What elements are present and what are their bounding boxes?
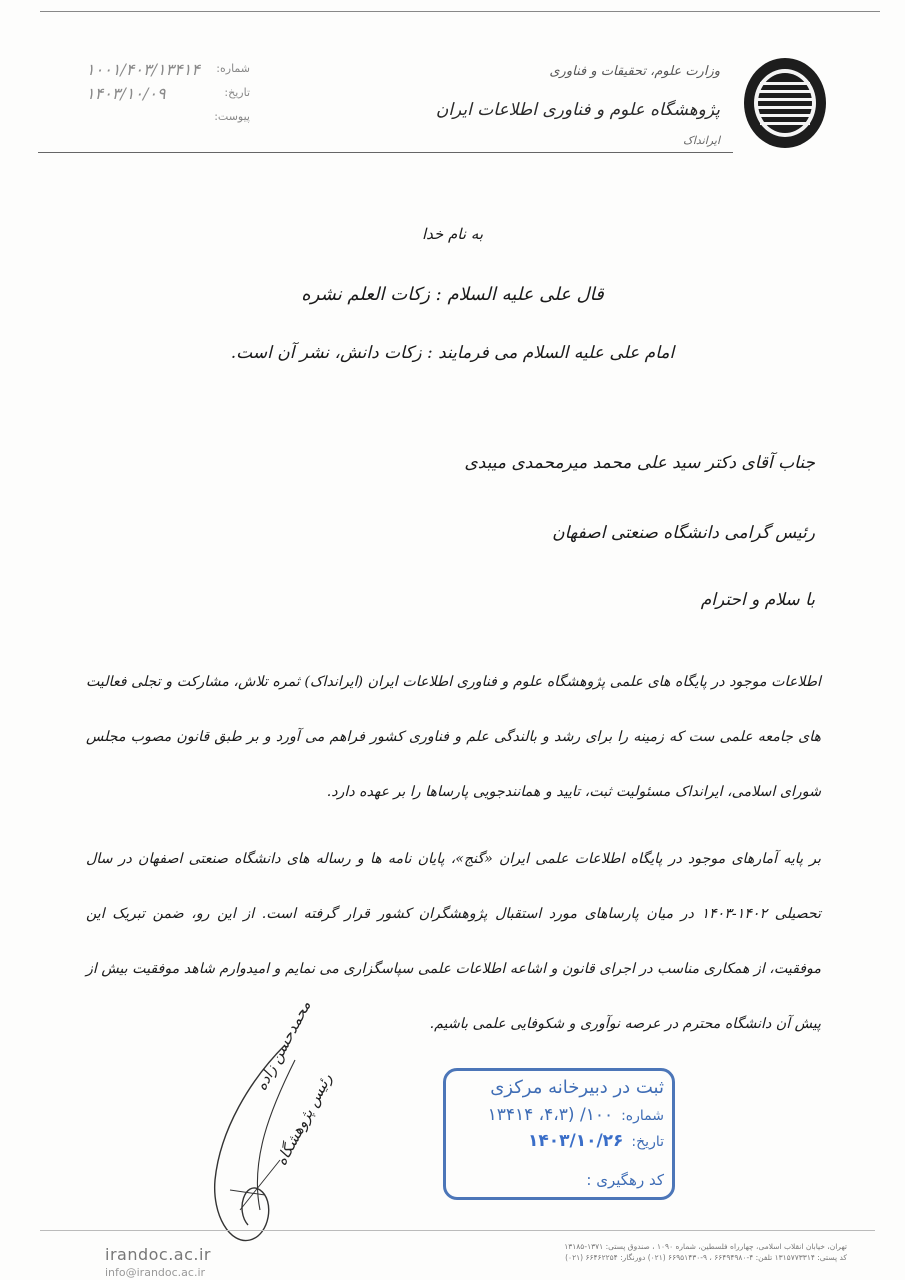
- stamp-date-label: تاریخ:: [631, 1134, 664, 1150]
- header-divider: [38, 152, 733, 153]
- stamp-number-row: [488, 1105, 664, 1125]
- hadith-arabic: قال علی علیه السلام : زکات العلم نشره: [301, 284, 604, 305]
- letter-number-row: [80, 60, 250, 84]
- letter-number-label: شماره:: [216, 62, 250, 75]
- stamp-date-value: ۱۴۰۳/۱۰/۲۶: [527, 1131, 624, 1151]
- letter-date-row: [80, 84, 250, 108]
- footer-address: [564, 1241, 847, 1263]
- footer-address-line-2: کد پستی: ۱۳۱۵۷۷۳۳۱۴ تلفن: ۴-۶۶۴۹۴۹۸۰ ، ۹-۶۶۹۵۱۴۳۰ (۰۲۱) دورنگار: ۶۶۴۶۲۲۵۴ (۰۲۱): [565, 1253, 847, 1262]
- body-paragraph-2: بر پایه آمارهای موجود در پایگاه اطلاعات علمی ایران «گنج»، پایان نامه ها و رساله های دانشگاه صنعتی اصفهان در سال تحصیلی ۱۴۰۲-۱۴۰۳ در میان پارساهای مورد استقبال پژوهشگران کشور قرار گرفته است. از این رو، ضمن تبریک این موفقیت، از همکاری مناسب در اجرای قانون و اشاعه اطلاعات علمی سپاسگزاری می نمایم و امیدوارم شاهد موفقیت بیش از پیش آن دانشگاه محترم در عرصه نوآوری و شکوفایی علمی باشیم.: [86, 851, 821, 1032]
- letter-attachment-label: پیوست:: [214, 110, 250, 123]
- recipient-name: جناب آقای دکتر سید علی محمد میرمحمدی میبدی: [464, 453, 815, 473]
- body-paragraph-1: اطلاعات موجود در پایگاه های علمی پژوهشگاه علوم و فناوری اطلاعات ایران (ایرانداک) ثمره تلاش، مشارکت و تجلی فعالیت های جامعه علمی ست که زمینه را برای رشد و بالندگی علم و فناوری کشور فراهم می آورد و بر طبق قانون مصوب مجلس شورای اسلامی، ایرانداک مسئولیت ثبت، تایید و همانندجویی پارساها را بر عهده دارد.: [86, 674, 821, 800]
- organization-abbreviation: ایرانداک: [683, 134, 720, 147]
- bismillah-heading: به نام خدا: [421, 225, 484, 243]
- irandoc-logo-icon: [742, 56, 828, 150]
- letter-attachment-row: [80, 108, 250, 132]
- letter-date-value: ۱۴۰۳/۱۰/۰۹: [86, 84, 166, 103]
- recipient-title: رئیس گرامی دانشگاه صنعتی اصفهان: [552, 523, 815, 543]
- stamp-title: ثبت در دبیرخانه مرکزی: [490, 1077, 664, 1098]
- letter-date-label: تاریخ:: [224, 86, 250, 99]
- stamp-number-value: ۱۰۰/ (۴،۳، ۱۳۴۱۴: [487, 1105, 614, 1125]
- stamp-date-row: [528, 1131, 664, 1151]
- top-edge-line: [40, 11, 880, 12]
- stamp-number-label: شماره:: [621, 1108, 664, 1124]
- letter-number-value: ۱۰۰۱/۴۰۳/۱۳۴۱۴: [86, 60, 200, 79]
- letter-meta: [80, 60, 250, 132]
- organization-name: پژوهشگاه علوم و فناوری اطلاعات ایران: [435, 100, 720, 120]
- stamp-tracking-label: کد رهگیری :: [586, 1171, 664, 1189]
- footer-website-link[interactable]: irandoc.ac.ir: [105, 1245, 212, 1264]
- footer-address-line-1: تهران، خیابان انقلاب اسلامی، چهارراه فلسطین، شماره ۱۰۹۰ ، صندوق پستی: ۱۳۷۱-۱۳۱۸۵: [564, 1242, 847, 1251]
- signer-title: رئیس پژوهشگاه: [272, 1070, 336, 1169]
- footer-divider: [40, 1230, 875, 1231]
- hadith-persian: امام علی علیه السلام می فرمایند : زکات دانش، نشر آن است.: [230, 343, 675, 363]
- footer-email-link[interactable]: info@irandoc.ac.ir: [105, 1266, 206, 1279]
- signer-name: محمدحسن زاده: [252, 997, 315, 1094]
- registration-stamp: [443, 1068, 675, 1200]
- greeting: با سلام و احترام: [700, 590, 815, 610]
- ministry-name: وزارت علوم، تحقیقات و فناوری: [549, 64, 720, 79]
